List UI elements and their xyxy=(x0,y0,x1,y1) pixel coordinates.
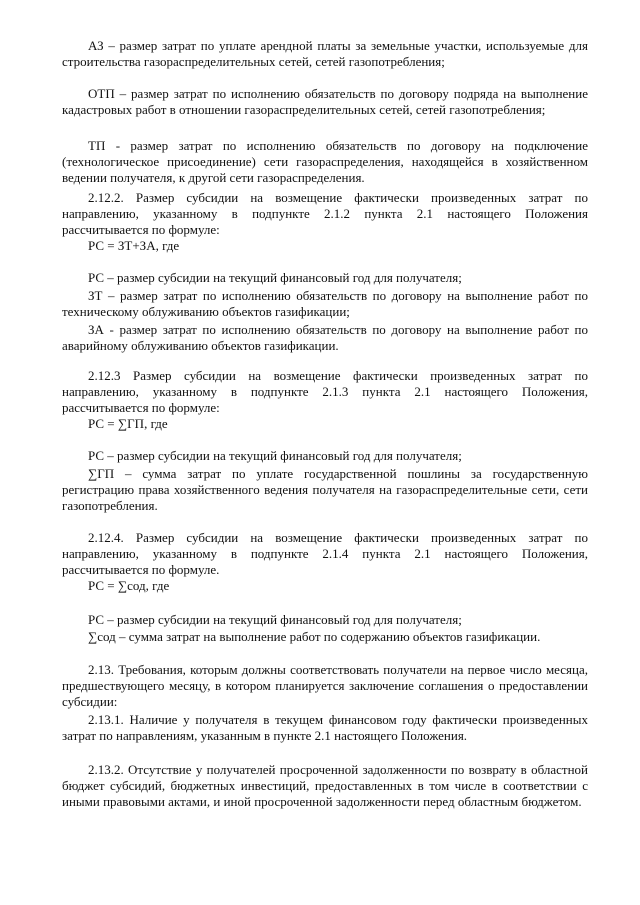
formula-2-12-4: РС = ∑сод, где xyxy=(88,578,170,593)
definition-rs-3: РС – размер субсидии на текущий финансовый год для получателя; xyxy=(88,612,462,627)
paragraph-2-13: 2.13. Требования, которым должны соответствовать получатели на первое число месяца, предшествующего месяцу, в котором планируется заключение соглашения о предоставлении субсидии: xyxy=(62,662,588,710)
definition-tp: ТП - размер затрат по исполнению обязательств по договору на подключение (технологическое присоединение) сети газораспределения, находящейся в хозяйственном ведении получателя, к другой сети газораспределения. xyxy=(62,138,588,186)
definition-rs-1: РС – размер субсидии на текущий финансовый год для получателя; xyxy=(88,270,462,285)
definition-zt: ЗТ – размер затрат по исполнению обязательств по договору на выполнение работ по техническому облуживанию объектов газификации; xyxy=(62,288,588,320)
paragraph-2-12-3: 2.12.3 Размер субсидии на возмещение фактически произведенных затрат по направлению, указанному в подпункте 2.1.3 пункта 2.1 настоящего Положения, рассчитывается по формуле: xyxy=(62,368,588,416)
paragraph-2-13-2: 2.13.2. Отсутствие у получателей просроченной задолженности по возврату в областной бюджет субсидий, бюджетных инвестиций, предоставленных в том числе в соответствии с иными правовыми актами, и иной просроченной задолженности перед областным бюджетом. xyxy=(62,762,588,810)
formula-2-12-2: РС = ЗТ+ЗА, где xyxy=(88,238,180,253)
definition-sod: ∑сод – сумма затрат на выполнение работ по содержанию объектов газификации. xyxy=(88,629,541,644)
definition-rs-2: РС – размер субсидии на текущий финансовый год для получателя; xyxy=(88,448,462,463)
definition-az: АЗ – размер затрат по уплате арендной платы за земельные участки, используемые для строительства газораспределительных сетей, сетей газопотребления; xyxy=(62,38,588,70)
paragraph-2-12-4: 2.12.4. Размер субсидии на возмещение фактически произведенных затрат по направлению, указанному в подпункте 2.1.4 пункта 2.1 настоящего Положения, рассчитывается по формуле. xyxy=(62,530,588,578)
formula-2-12-3: РС = ∑ГП, где xyxy=(88,416,168,431)
paragraph-2-12-2: 2.12.2. Размер субсидии на возмещение фактически произведенных затрат по направлению, указанному в подпункте 2.1.2 пункта 2.1 настоящего Положения рассчитывается по формуле: xyxy=(62,190,588,238)
definition-gp: ∑ГП – сумма затрат по уплате государственной пошлины за государственную регистрацию права хозяйственного ведения получателя на газораспределительные сети, сети газопотребления. xyxy=(62,466,588,514)
definition-otp: ОТП – размер затрат по исполнению обязательств по договору подряда на выполнение кадастровых работ в отношении газораспределительных сетей, сетей газопотребления; xyxy=(62,86,588,118)
paragraph-2-13-1: 2.13.1. Наличие у получателя в текущем финансовом году фактически произведенных затрат по направлениям, указанным в пункте 2.1 настоящего Положения. xyxy=(62,712,588,744)
definition-za: ЗА - размер затрат по исполнению обязательств по договору на выполнение работ по аварийному облуживанию объектов газификации. xyxy=(62,322,588,354)
